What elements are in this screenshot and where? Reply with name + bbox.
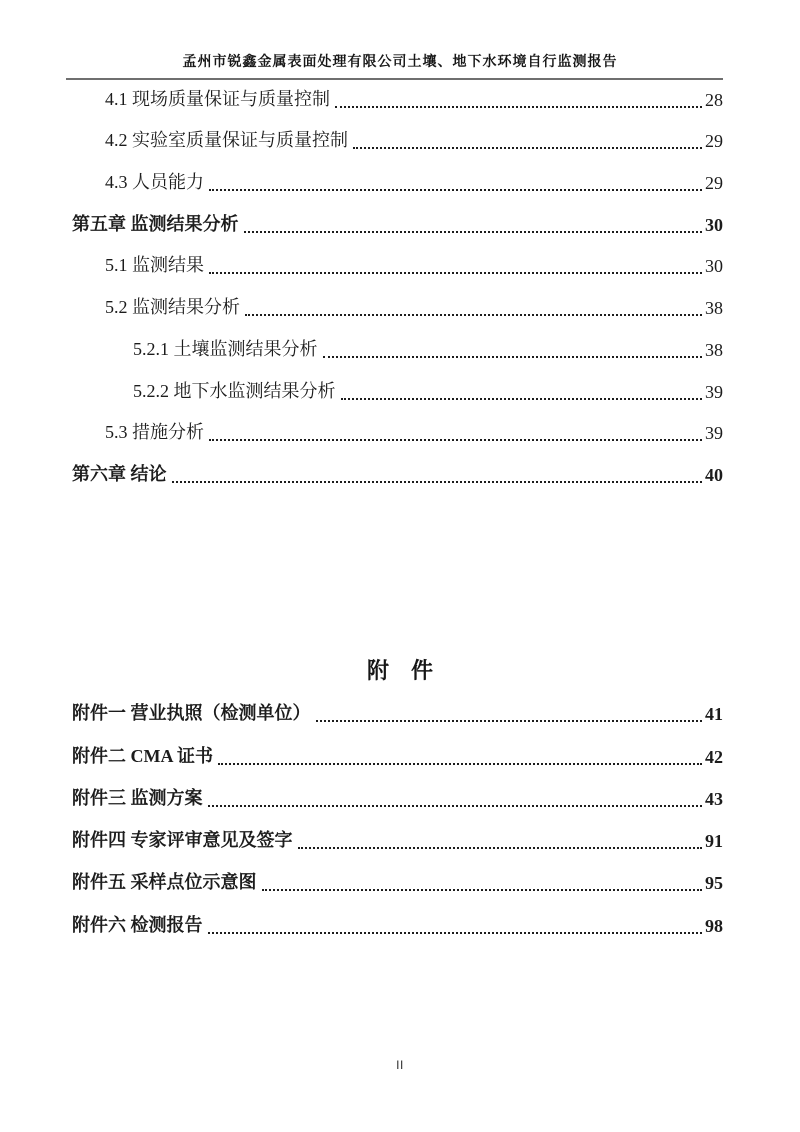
attachment-entry-label: 附件五 采样点位示意图 — [72, 872, 257, 893]
toc-entry-label: 5.2.1 土壤监测结果分析 — [133, 338, 318, 359]
toc-entry — [72, 163, 723, 205]
attachments-heading: 附 件 — [366, 658, 433, 683]
dot-leader — [209, 272, 702, 274]
toc-entry — [72, 330, 723, 372]
toc-entry-label: 第六章 结论 — [72, 463, 167, 484]
toc-entry-page: 39 — [705, 381, 723, 402]
toc-entry-page: 38 — [705, 298, 723, 319]
toc-entry-page: 30 — [705, 256, 723, 277]
attachment-entry-page: 91 — [705, 831, 723, 852]
dot-leader — [341, 398, 703, 400]
dot-leader — [244, 231, 703, 233]
toc-entry-label: 第五章 监测结果分析 — [72, 213, 239, 234]
dot-leader — [172, 481, 703, 483]
dot-leader — [335, 106, 702, 108]
attachment-entry-page: 41 — [705, 704, 723, 725]
attachment-entry — [72, 694, 723, 736]
toc-entry-label: 4.2 实验室质量保证与质量控制 — [105, 130, 348, 151]
attachment-entry-page: 42 — [705, 746, 723, 767]
toc-entry — [72, 122, 723, 164]
dot-leader — [245, 314, 702, 316]
attachment-entry-label: 附件三 监测方案 — [72, 787, 203, 808]
toc-list — [72, 80, 723, 497]
toc-entry-page: 40 — [705, 464, 723, 485]
dot-leader — [316, 720, 703, 722]
attachment-entry-page: 95 — [705, 873, 723, 894]
toc-entry-page: 29 — [705, 173, 723, 194]
dot-leader — [208, 932, 703, 934]
toc-entry-label: 5.3 措施分析 — [105, 422, 204, 443]
toc-entry — [72, 247, 723, 289]
toc-entry — [72, 372, 723, 414]
dot-leader — [208, 805, 703, 807]
dot-leader — [323, 356, 703, 358]
toc-entry-page: 39 — [705, 423, 723, 444]
dot-leader — [298, 847, 703, 849]
toc-entry-page: 29 — [705, 131, 723, 152]
attachment-entry-label: 附件一 营业执照（检测单位） — [72, 703, 311, 724]
page-header-title: 孟州市锐鑫金属表面处理有限公司土壤、地下水环境自行监测报告 — [182, 55, 618, 70]
toc-entry-label: 5.1 监测结果 — [105, 255, 204, 276]
attachment-entry-page: 98 — [705, 915, 723, 936]
toc-entry-label: 5.2 监测结果分析 — [105, 297, 240, 318]
attachment-entry — [72, 821, 723, 863]
toc-entry-label: 4.3 人员能力 — [105, 172, 204, 193]
toc-entry-label: 5.2.2 地下水监测结果分析 — [133, 380, 336, 401]
dot-leader — [353, 147, 702, 149]
toc-entry — [72, 288, 723, 330]
attachments-list — [72, 694, 723, 948]
dot-leader — [209, 189, 702, 191]
toc-entry-page: 28 — [705, 89, 723, 110]
page-number: II — [396, 1058, 404, 1072]
toc-entry — [72, 455, 723, 497]
toc-entry-label: 4.1 现场质量保证与质量控制 — [105, 88, 330, 109]
attachment-entry-label: 附件四 专家评审意见及签字 — [72, 830, 293, 851]
toc-entry-page: 30 — [705, 214, 723, 235]
toc-entry — [72, 80, 723, 122]
dot-leader — [262, 889, 703, 891]
attachment-entry — [72, 779, 723, 821]
attachment-entry-page: 43 — [705, 788, 723, 809]
toc-entry — [72, 414, 723, 456]
attachment-entry — [72, 863, 723, 905]
toc-entry — [72, 205, 723, 247]
attachment-entry-label: 附件二 CMA 证书 — [72, 745, 213, 766]
dot-leader — [209, 439, 702, 441]
attachment-entry — [72, 905, 723, 947]
dot-leader — [218, 763, 702, 765]
toc-entry-page: 38 — [705, 339, 723, 360]
attachment-entry-label: 附件六 检测报告 — [72, 914, 203, 935]
attachment-entry — [72, 736, 723, 778]
